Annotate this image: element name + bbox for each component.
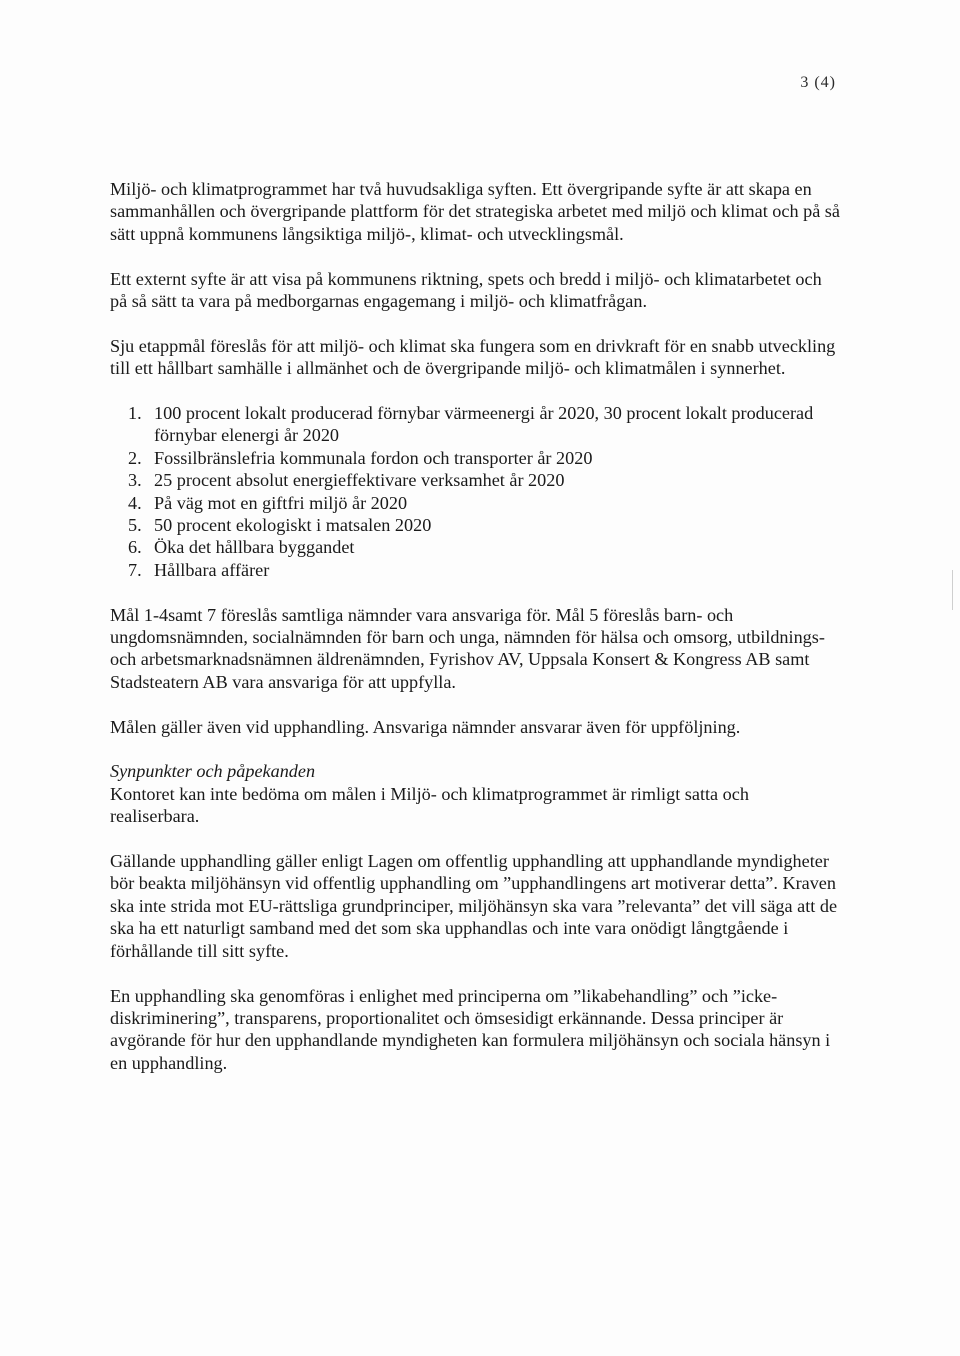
page-number: 3 (4) (800, 74, 836, 91)
paragraph-responsibility: Mål 1-4samt 7 föreslås samtliga nämnder vara ansvariga för. Mål 5 föreslås barn- och ungdomsnämnden, socialnämnden för barn och unga, nämnden för hälsa och omsorg, utbildnings- och arbetsmarknadsnämnen äldrenämnden, Fyrishov AV, Uppsala Konsert & Kongress AB samt Stadsteatern AB vara ansvariga för att uppfylla. (110, 604, 825, 692)
list-item-number: 3. (128, 470, 142, 491)
list-item-text: På väg mot en giftfri miljö år 2020 (154, 492, 408, 513)
paragraph-purpose: Miljö- och klimatprogrammet har två huvudsakliga syften. Ett övergripande syfte är att skapa en sammanhållen och övergripande plattform för det strategiska arbetet med miljö och klimat och på så sätt uppnå kommunens långsiktiga miljö-, klimat- och utvecklingsmål. (110, 179, 840, 244)
list-item-text: Öka det hållbara byggandet (154, 537, 355, 558)
list-item-text: 100 procent lokalt producerad förnybar värmeenergi år 2020, 30 procent lokalt producerad förnybar elenergi år 2020 (154, 403, 814, 446)
list-item (110, 447, 840, 469)
list-item (110, 536, 840, 558)
list-item (110, 469, 840, 491)
paragraph-procurement-principles: En upphandling ska genomföras i enlighet med principerna om ”likabehandling” och ”icke-diskriminering”, transparens, proportionalitet och ömsesidigt erkännande. Dessa principer är avgörande för hur den upphandlande myndigheten kan formulera miljöhänsyn och sociala hänsyn i en upphandling. (110, 985, 831, 1073)
paragraph-interim-goals: Sju etappmål föreslås för att miljö- och klimat ska fungera som en drivkraft för en snabb utveckling till ett hållbart samhälle i allmänhet och de övergripande miljö- och klimatmålen i synnerhet. (110, 335, 836, 379)
list-item-text: Fossilbränslefria kommunala fordon och transporter år 2020 (154, 447, 593, 468)
section-heading: Synpunkter och påpekanden (110, 761, 316, 782)
list-item-number: 6. (128, 537, 142, 558)
list-item-number: 1. (128, 403, 142, 424)
list-item (110, 559, 840, 581)
list-item-number: 7. (128, 559, 142, 580)
paragraph-external-purpose: Ett externt syfte är att visa på kommunens riktning, spets och bredd i miljö- och klimatarbetet och på så sätt ta vara på medborgarnas engagemang i miljö- och klimatfrågan. (110, 268, 822, 312)
paragraph-procurement-law: Gällande upphandling gäller enligt Lagen om offentlig upphandling att upphandlande myndigheter bör beakta miljöhänsyn vid offentlig upphandling om ”upphandlingens art motiverar detta”. Kraven ska inte strida mot EU-rättsliga grundprinciper, miljöhänsyn ska vara ”relevanta” det vill säga att de ska ha ett naturligt samband med det som ska upphandlas och inte vara onödigt långtgående i förhållande till sitt syfte. (110, 851, 838, 961)
list-item (110, 402, 840, 447)
list-item (110, 492, 840, 514)
list-item-number: 5. (128, 515, 142, 536)
goal-list (110, 402, 840, 581)
document-body (110, 178, 840, 1097)
list-item-number: 2. (128, 447, 142, 468)
list-item-text: 25 procent absolut energieffektivare verksamhet år 2020 (154, 470, 565, 491)
paragraph-assessment: Kontoret kan inte bedöma om målen i Miljö- och klimatprogrammet är rimligt satta och realiserbara. (110, 783, 749, 827)
list-item-text: Hållbara affärer (154, 559, 270, 580)
paragraph-procurement-goals: Målen gäller även vid upphandling. Ansvariga nämnder ansvarar även för uppföljning. (110, 716, 741, 737)
list-item-text: 50 procent ekologiskt i matsalen 2020 (154, 515, 432, 536)
scan-margin-mark (952, 570, 953, 610)
list-item-number: 4. (128, 492, 142, 513)
list-item (110, 514, 840, 536)
